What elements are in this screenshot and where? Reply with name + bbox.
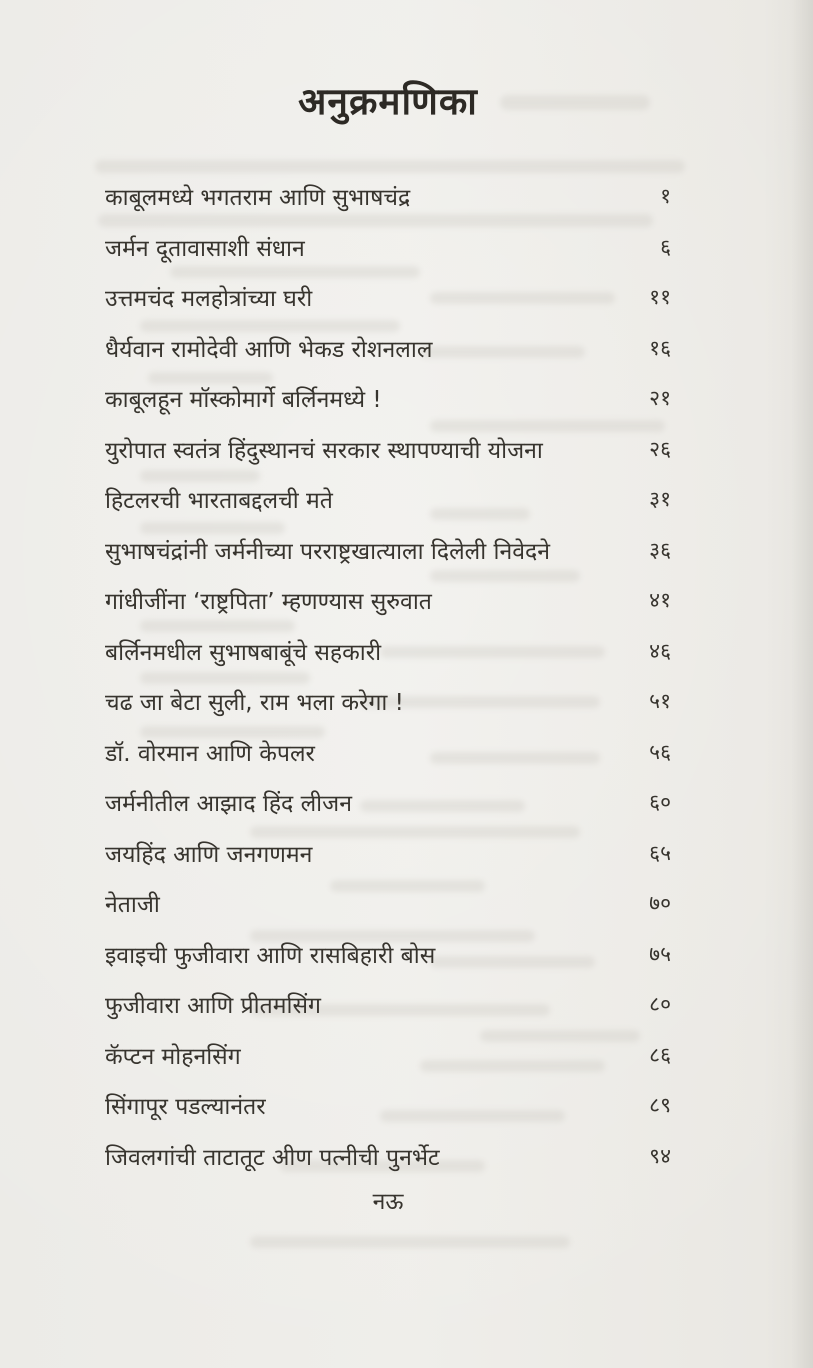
toc-entry-title: उत्तमचंद मलहोत्रांच्या घरी [105,286,313,313]
toc-entry-page: ६० [649,790,671,815]
toc-entry [105,575,673,626]
toc-entry-title: गांधीजींना ‘राष्ट्रपिता’ म्हणण्यास सुरुवात [105,589,432,616]
page-title: अनुक्रमणिका [298,80,478,123]
toc-entry-title: सिंगापूर पडल्यानंतर [105,1094,266,1121]
toc-entry-title: नेताजी [105,892,160,919]
toc-list [105,171,673,1181]
toc-entry-title: धैर्यवान रामोदेवी आणि भेकड रोशनलाल [105,336,433,363]
toc-entry-title: जिवलगांची ताटातूट अीण पत्नीची पुनर्भेट [105,1144,440,1171]
toc-entry-page: ७० [649,891,671,916]
toc-entry-page: ८६ [649,1042,671,1067]
toc-entry-title: जर्मन दूतावासाशी संधान [105,235,305,262]
toc-entry-title: युरोपात स्वतंत्र हिंदुस्थानचं सरकार स्थापण्याची योजना [105,437,543,464]
toc-entry-page: ५१ [649,689,671,714]
toc-entry-title: सुभाषचंद्रांनी जर्मनीच्या परराष्ट्रखात्याला दिलेली निवेदने [105,538,551,565]
toc-entry-title: काबूलमध्ये भगतराम आणि सुभाषचंद्र [105,185,411,212]
toc-entry-title: काबूलहून मॉस्कोमार्गे बर्लिनमध्ये ! [105,387,382,414]
toc-entry [105,929,673,980]
toc-entry [105,727,673,778]
toc-entry [105,424,673,475]
toc-entry-page: ३६ [649,537,671,562]
toc-entry-title: इवाइची फुजीवारा आणि रासबिहारी बोस [105,942,436,969]
toc-entry [105,878,673,929]
toc-entry-page: ८० [649,992,671,1017]
toc-entry-page: २१ [649,386,671,411]
toc-entry [105,1030,673,1081]
toc-entry [105,373,673,424]
toc-entry-page: १६ [649,335,671,360]
toc-entry-title: कॅप्टन मोहनसिंग [105,1043,241,1070]
toc-entry-title: बर्लिनमधील सुभाषबाबूंचे सहकारी [105,639,382,666]
toc-entry [105,1080,673,1131]
toc-entry [105,272,673,323]
toc-entry-page: २६ [649,436,671,461]
toc-entry-page: १ [660,184,671,209]
toc-entry-page: ८९ [649,1093,671,1118]
toc-entry [105,676,673,727]
toc-entry-title: जयहिंद आणि जनगणमन [105,841,313,868]
footer-page-number: नऊ [372,1189,404,1215]
bleed-through-smudge [250,1236,570,1248]
toc-entry [105,777,673,828]
toc-entry-page: ३१ [649,487,671,512]
toc-entry-title: हिटलरची भारताबद्दलची मते [105,488,333,515]
toc-entry [105,525,673,576]
toc-entry-page: ४६ [649,638,671,663]
toc-entry-page: ६ [660,234,671,259]
toc-entry [105,979,673,1030]
toc-entry-page: ९४ [649,1143,671,1168]
toc-entry [105,474,673,525]
toc-entry [105,171,673,222]
toc-entry [105,828,673,879]
toc-entry-title: जर्मनीतील आझाद हिंद लीजन [105,791,352,818]
toc-entry-page: ६५ [649,840,671,865]
toc-entry-title: डॉ. वोरमान आणि केपलर [105,740,315,767]
toc-entry-page: ४१ [649,588,671,613]
toc-entry [105,323,673,374]
toc-entry-title: फुजीवारा आणि प्रीतमसिंग [105,993,321,1020]
toc-entry-page: ११ [649,285,671,310]
toc-entry-page: ५६ [649,739,671,764]
toc-entry [105,1131,673,1182]
toc-entry [105,222,673,273]
toc-entry [105,626,673,677]
toc-entry-title: चढ जा बेटा सुली, राम भला करेगा ! [105,690,404,717]
toc-entry-page: ७५ [649,941,671,966]
